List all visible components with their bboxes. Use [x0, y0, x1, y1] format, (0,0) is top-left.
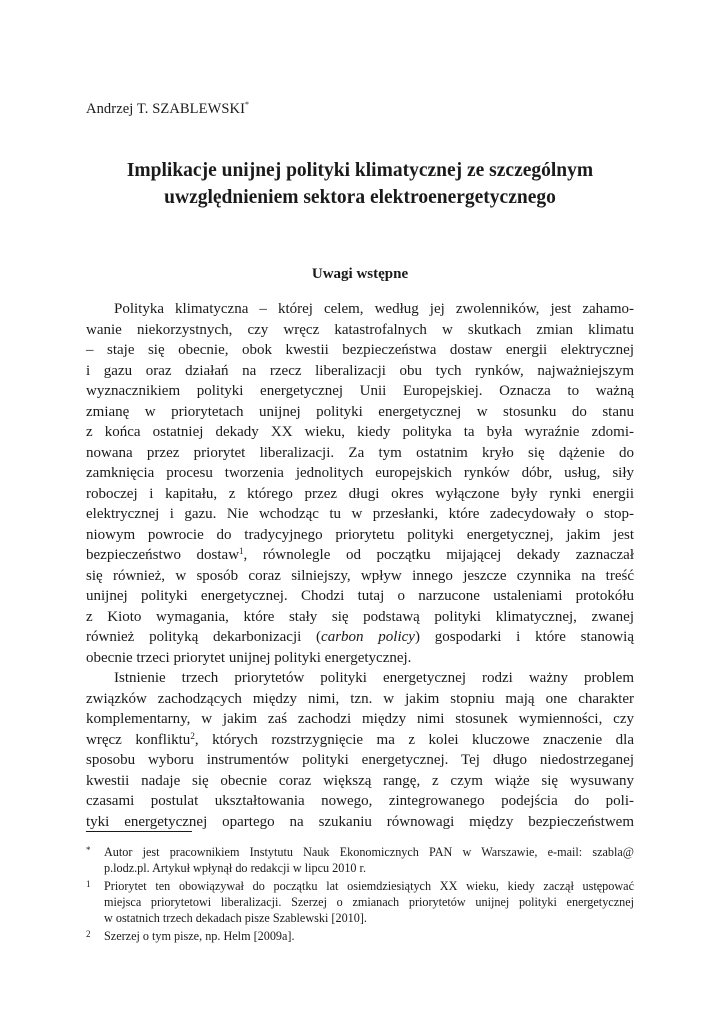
italic-term: carbon policy [321, 629, 415, 645]
body-segment: wręcz konfliktu [86, 731, 191, 748]
footnote-author [86, 844, 634, 876]
footnote-mark: 2 [86, 929, 91, 939]
footnote-line: w ostatnich trzech dekadach pisze Szablewski [2010]. [104, 911, 367, 925]
author-line [86, 100, 249, 118]
body-line: tyki energetycznej opartego na szukaniu równowagi między bezpieczeństwem [86, 813, 634, 830]
body-line: niowym powrocie do tradycyjnego priorytetu polityki energetycznej, jakim jest [86, 526, 634, 543]
body-line: związków zachodzących między nimi, tzn. w jakim stopniu mają one charakter [86, 690, 634, 707]
body-line: z końca ostatniej dekady XX wieku, kiedy polityka ta była wyraźnie zdomi- [86, 424, 634, 440]
body-line [86, 730, 634, 751]
footnote-line: Szerzej o tym pisze, np. Helm [2009a]. [104, 929, 295, 943]
body-segment: , których rozstrzygnięcie ma z kolei kluczowe znaczenie dla [194, 731, 634, 748]
body-segment: również polityką dekarbonizacji ( [86, 629, 322, 645]
body-line: obecnie trzeci priorytet unijnej polityki energetycznej. [86, 649, 412, 666]
footnote-mark: 1 [86, 879, 91, 889]
body-line: roboczej i kapitału, z którego przez długi okres wyłączone były rynki energii [86, 485, 634, 502]
section-heading: Uwagi wstępne [311, 266, 409, 282]
body-line: z Kioto wymagania, które stały się podstawą polityki klimatycznej, zwanej [86, 608, 634, 625]
footnote-1 [86, 878, 634, 926]
body-line: zamknięcia procesu tworzenia jednolitych europejskich rynków dóbr, usług, siły [86, 465, 634, 481]
body-line: unijnej polityki energetycznej. Chodzi tutaj o narzucone ustaleniami protokółu [86, 588, 634, 604]
body-line: się również, w sposób coraz silniejszy, wpływ innego jeszcze czynnika na treść [86, 567, 634, 584]
author-footnote-mark: * [245, 100, 250, 109]
footnote-line: miejsca priorytetowi liberalizacji. Szerzej o zmianach priorytetów unijnej polityki energetycznej [104, 895, 634, 909]
body-segment: , równolegle od początku mijającej dekady zaznaczał [243, 547, 634, 563]
body-line: zmianę w priorytetach unijnej polityki energetycznej w stosunku do stanu [86, 403, 634, 420]
body-line: nowana przez priorytet liberalizacji. Za tym ostatnim kryło się dążenie do [86, 444, 634, 461]
body-line: czasami postulat ukształtowania nowego, zintegrowanego podejścia do poli- [86, 793, 634, 809]
footnote-line: p.lodz.pl. Artykuł wpłynął do redakcji w lipcu 2010 r. [104, 861, 366, 875]
body-line: wyznacznikiem polityki energetycznej Unii Europejskiej. Oznacza to ważną [86, 383, 634, 399]
body-text [86, 299, 634, 832]
title-line: uwzględnieniem sektora elektroenergetycznego [164, 187, 556, 208]
body-line: i gazu oraz działań na rzecz liberalizacji obu tych rynków, najważniejszym [86, 362, 634, 379]
body-line: wanie niekorzystnych, czy wręcz katastrofalnych w skutkach zmian klimatu [86, 321, 634, 338]
body-line: elektrycznej i gazu. Nie wchodząc tu w przesłanki, które zadecydowały o stop- [86, 506, 634, 522]
footnote-line: Autor jest pracownikiem Instytutu Nauk Ekonomicznych PAN w Warszawie, e-mail: szabla@ [104, 845, 634, 859]
body-line: sposobu wyboru instrumentów polityki energetycznej. Tej długo niedostrzeganej [86, 752, 634, 768]
article-title [86, 157, 634, 211]
footnote-line: Priorytet ten obowiązywał do początku lat osiemdziesiątych XX wieku, kiedy zaczął ustępować [104, 879, 634, 893]
author-name: Andrzej T. SZABLEWSKI [86, 101, 246, 117]
body-line: kwestii nadaje się obecnie coraz większą rangę, z czym wiąże się wysuwany [86, 772, 634, 789]
body-line: Istnienie trzech priorytetów polityki energetycznej rodzi ważny problem [114, 670, 634, 686]
footnote-ref-1: 1 [239, 546, 244, 556]
footnote-ref-2: 2 [190, 730, 195, 741]
title-line: Implikacje unijnej polityki klimatycznej ze szczególnym [126, 160, 594, 181]
body-line: Polityka klimatyczna – której celem, według jej zwolenników, jest zahamo- [114, 301, 634, 317]
body-segment: bezpieczeństwo dostaw [86, 547, 240, 563]
footnote-mark: * [86, 845, 91, 855]
footnote-divider [86, 831, 192, 832]
body-line: – staje się obecnie, obok kwestii bezpieczeństwa dostaw energii elektrycznej [86, 342, 634, 358]
body-segment: ) gospodarki i które stanowią [414, 629, 634, 645]
body-line [86, 627, 634, 648]
body-line: komplementarny, w jakim zaś zachodzi między nimi stosunek wymienności, czy [86, 711, 634, 727]
footnote-2 [86, 928, 634, 944]
body-line [86, 545, 634, 566]
footnotes [86, 844, 634, 946]
